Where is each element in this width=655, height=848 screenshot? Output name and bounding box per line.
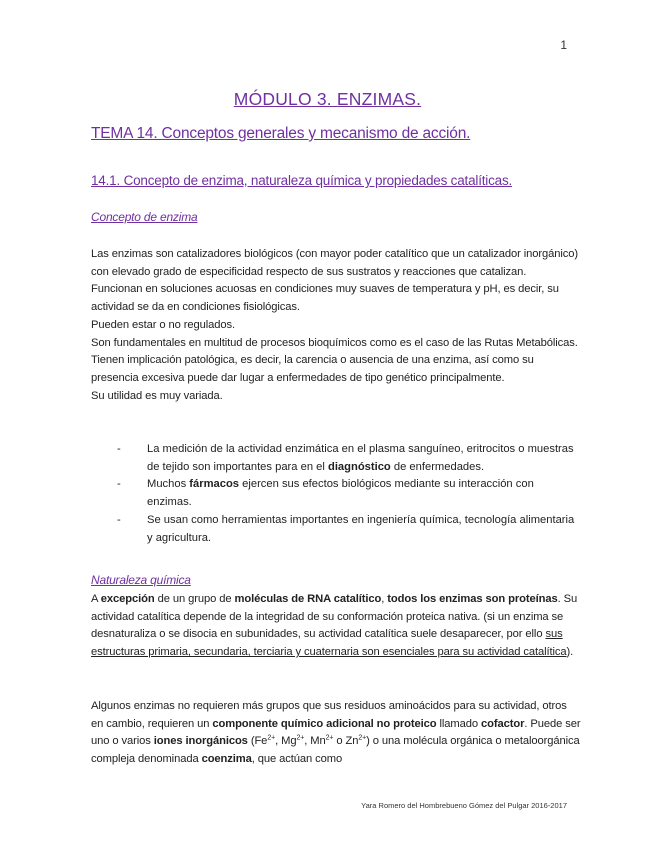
naturaleza-body — [91, 591, 581, 662]
paragraph: A excepción de un grupo de moléculas de RNA catalítico, todos los enzimas son proteínas. Su actividad catalítica depende de la integridad de su conformación proteica nativa. (si un enzima se desnaturaliza o se disocia en subunidades, su actividad catalítica suele desaparecer, por ello sus estructuras primaria, secundaria, terciaria y cuaternaria son esenciales para su actividad catalítica). — [91, 593, 578, 659]
page-number: 1 — [560, 38, 567, 52]
list-item: - Se usan como herramientas importantes en ingeniería química, tecnología alimentaria y agricultura. — [117, 513, 575, 544]
paragraph: Funcionan en soluciones acuosas en condiciones muy suaves de temperatura y pH, es decir, su actividad se da en condiciones fisiológicas. — [91, 283, 559, 314]
utility-list — [117, 441, 577, 547]
concepto-body — [91, 246, 581, 405]
concepto-heading: Concepto de enzima — [91, 210, 198, 224]
list-item: - La medición de la actividad enzimática en el plasma sanguíneo, eritrocitos o muestras de tejido son importantes para en el diagnóstico de enfermedades. — [117, 443, 574, 473]
footer: Yara Romero del Hombrebueno Gómez del Pulgar 2016-2017 — [361, 801, 567, 810]
cofactor-body — [91, 698, 581, 769]
tema-title: TEMA 14. Conceptos generales y mecanismo de acción. — [91, 125, 471, 142]
paragraph: Pueden estar o no regulados. — [91, 318, 235, 331]
bullet-dash: - — [117, 513, 121, 526]
module-title: MÓDULO 3. ENZIMAS. — [233, 89, 422, 109]
paragraph: Tienen implicación patológica, es decir, la carencia o ausencia de una enzima, así como su presencia excesiva puede dar lugar a enfermedades de tipo genético principalmente. — [91, 354, 534, 384]
paragraph: Algunos enzimas no requieren más grupos que sus residuos aminoácidos para su actividad, otros en cambio, requieren un componente químico adicional no proteico llamado cofactor. Puede ser uno o varios iones inorgánicos ($Fe^{2+}$, $Mg^{2+}$, $Mn^{2+}$ o $Zn^{2+}$) o una molécula orgánica o metaloorgánica compleja denominada coenzima, que actúan como — [91, 700, 581, 766]
paragraph: Son fundamentales en multitud de procesos bioquímicos como es el caso de las Rutas Metabólicas. — [91, 336, 578, 349]
naturaleza-heading: Naturaleza química — [91, 573, 191, 587]
paragraph: Su utilidad es muy variada. — [91, 389, 223, 402]
paragraph: Las enzimas son catalizadores biológicos (con mayor poder catalítico que un catalizador inorgánico) con elevado grado de especificidad respecto de sus sustratos y reacciones que catalizan. — [91, 248, 578, 278]
section-title: 14.1. Concepto de enzima, naturaleza química y propiedades catalíticas. — [91, 173, 513, 188]
list-item: - Muchos fármacos ejercen sus efectos biológicos mediante su interacción con enzimas. — [117, 478, 534, 509]
bullet-dash: - — [117, 443, 121, 455]
bullet-dash: - — [117, 478, 121, 491]
